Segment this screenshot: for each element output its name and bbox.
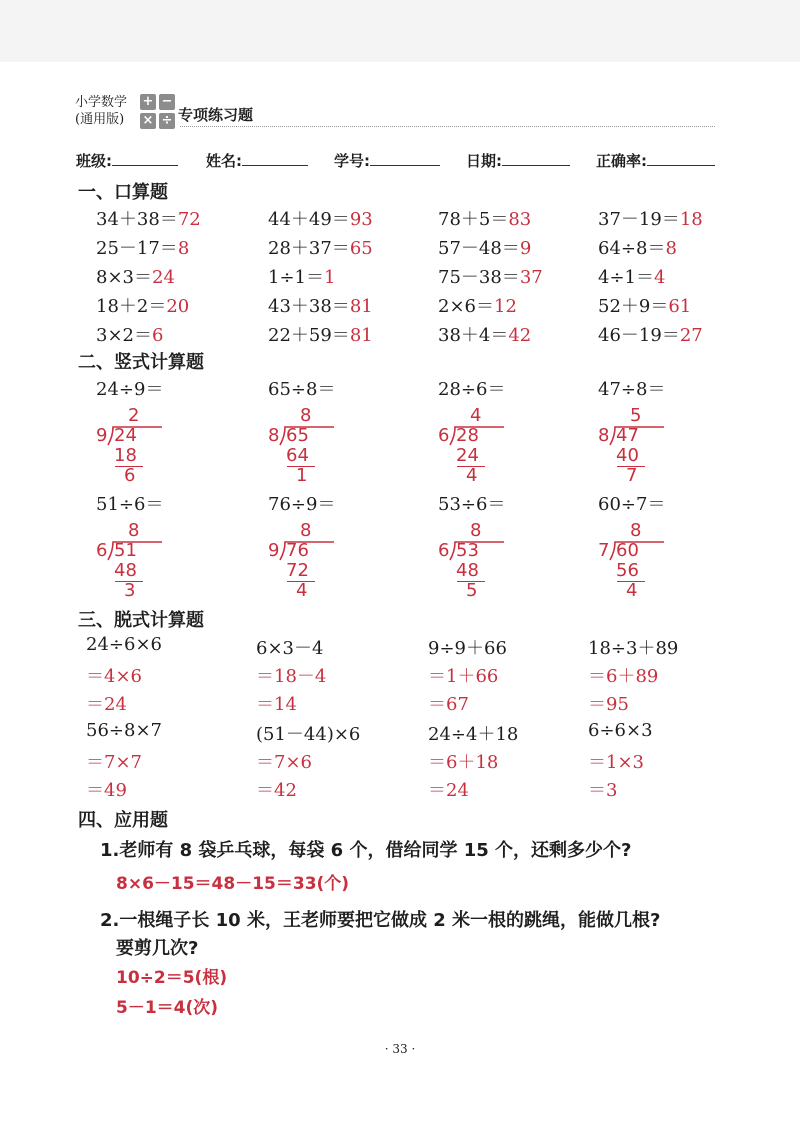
step-2: ＝95 bbox=[588, 694, 629, 715]
step-2: ＝42 bbox=[256, 780, 297, 801]
oral-problem bbox=[598, 263, 665, 289]
division-question: 60÷7＝ bbox=[598, 494, 666, 515]
oral-answer: 12 bbox=[494, 296, 517, 317]
divisor: 6 bbox=[96, 540, 108, 561]
step-2: ＝14 bbox=[256, 694, 297, 715]
remainder: 3 bbox=[124, 580, 136, 601]
long-division bbox=[598, 405, 698, 486]
oral-problem bbox=[96, 321, 163, 347]
step-expression: 24÷6×6 bbox=[86, 634, 162, 655]
oral-problem bbox=[268, 292, 373, 318]
series-title: 专项练习题 bbox=[178, 106, 254, 124]
product: 64 bbox=[286, 445, 309, 466]
step-1: ＝1＋66 bbox=[428, 666, 499, 687]
oral-question: 52＋9＝ bbox=[598, 296, 669, 317]
step-2: ＝24 bbox=[428, 780, 469, 801]
divisor: 9 bbox=[96, 425, 108, 446]
header-rule bbox=[180, 126, 715, 127]
remainder: 6 bbox=[124, 465, 136, 486]
dividend: 60 bbox=[616, 540, 639, 561]
step-2: ＝3 bbox=[588, 780, 618, 801]
oral-answer: 65 bbox=[349, 238, 373, 259]
divisor: 8 bbox=[598, 425, 610, 446]
oral-question: 38＋4＝ bbox=[438, 325, 509, 346]
long-division bbox=[438, 520, 538, 601]
step-expression: 56÷8×7 bbox=[86, 720, 162, 741]
oral-question: 28＋37＝ bbox=[268, 238, 350, 259]
long-division bbox=[438, 405, 538, 486]
step-2: ＝67 bbox=[428, 694, 469, 715]
step-2: ＝24 bbox=[86, 694, 127, 715]
oral-answer: 81 bbox=[349, 325, 373, 346]
oral-answer: 72 bbox=[177, 209, 201, 230]
dividend: 24 bbox=[114, 425, 137, 446]
remainder: 5 bbox=[466, 580, 478, 601]
oral-problem bbox=[438, 263, 543, 289]
quotient: 8 bbox=[470, 520, 482, 541]
name-field[interactable] bbox=[206, 150, 308, 171]
oral-question: 34＋38＝ bbox=[96, 209, 178, 230]
oral-question: 37－19＝ bbox=[598, 209, 680, 230]
long-division bbox=[96, 405, 196, 486]
section-word-title: 四、应用题 bbox=[78, 810, 168, 831]
oral-answer: 83 bbox=[508, 209, 532, 230]
top-band bbox=[0, 0, 800, 62]
oral-problem bbox=[598, 205, 703, 231]
oral-answer: 6 bbox=[152, 325, 164, 346]
oral-answer: 93 bbox=[349, 209, 373, 230]
oral-question: 43＋38＝ bbox=[268, 296, 350, 317]
long-division bbox=[598, 520, 698, 601]
oral-question: 75－38＝ bbox=[438, 267, 520, 288]
oral-answer: 8 bbox=[665, 238, 677, 259]
quotient: 2 bbox=[128, 405, 140, 426]
oral-problem bbox=[438, 321, 531, 347]
product: 48 bbox=[456, 560, 479, 581]
divisor: 8 bbox=[268, 425, 280, 446]
oral-problem bbox=[268, 205, 373, 231]
product: 40 bbox=[616, 445, 639, 466]
word-problem-2-line2: 要剪几次? bbox=[116, 938, 199, 959]
quotient: 5 bbox=[630, 405, 642, 426]
oral-answer: 24 bbox=[152, 267, 175, 288]
remainder: 4 bbox=[296, 580, 308, 601]
quotient: 8 bbox=[300, 405, 312, 426]
step-1: ＝7×7 bbox=[86, 752, 142, 773]
dividend: 53 bbox=[456, 540, 479, 561]
section-oral-title: 一、口算题 bbox=[78, 182, 168, 203]
oral-problem bbox=[96, 263, 175, 289]
oral-question: 3×2＝ bbox=[96, 325, 152, 346]
step-expression: (51－44)×6 bbox=[256, 724, 361, 745]
quotient: 8 bbox=[300, 520, 312, 541]
dividend: 65 bbox=[286, 425, 309, 446]
remainder: 4 bbox=[626, 580, 638, 601]
divisor: 7 bbox=[598, 540, 610, 561]
class-label: 班级: bbox=[76, 152, 112, 170]
oral-question: 44＋49＝ bbox=[268, 209, 350, 230]
oral-problem bbox=[598, 292, 691, 318]
times-icon: × bbox=[140, 113, 156, 129]
student-id-label: 学号: bbox=[334, 152, 370, 170]
quotient: 8 bbox=[630, 520, 642, 541]
long-division bbox=[268, 405, 368, 486]
remainder: 7 bbox=[626, 465, 638, 486]
divisor: 6 bbox=[438, 540, 450, 561]
product: 48 bbox=[114, 560, 137, 581]
division-question: 51÷6＝ bbox=[96, 494, 164, 515]
step-1: ＝6＋18 bbox=[428, 752, 499, 773]
oral-problem bbox=[438, 205, 531, 231]
word-problem-1: 1.老师有 8 袋乒乓球，每袋 6 个，借给同学 15 个，还剩多少个? bbox=[100, 840, 632, 861]
dividend: 76 bbox=[286, 540, 309, 561]
page-number: · 33 · bbox=[384, 1042, 416, 1056]
accuracy-label: 正确率: bbox=[596, 152, 647, 170]
oral-question: 57－48＝ bbox=[438, 238, 520, 259]
oral-problem bbox=[96, 205, 201, 231]
oral-problem bbox=[96, 234, 189, 260]
remainder: 1 bbox=[296, 465, 308, 486]
oral-problem bbox=[268, 263, 335, 289]
word-answer-1: 8×6－15＝48－15＝33(个) bbox=[116, 874, 350, 894]
division-question: 47÷8＝ bbox=[598, 379, 666, 400]
division-question: 24÷9＝ bbox=[96, 379, 164, 400]
step-expression: 6÷6×3 bbox=[588, 720, 653, 741]
division-question: 28÷6＝ bbox=[438, 379, 506, 400]
step-expression: 6×3－4 bbox=[256, 638, 324, 659]
step-1: ＝6＋89 bbox=[588, 666, 659, 687]
dividend: 47 bbox=[616, 425, 639, 446]
oral-problem bbox=[598, 234, 677, 260]
oral-question: 46－19＝ bbox=[598, 325, 680, 346]
oral-answer: 9 bbox=[519, 238, 532, 259]
word-problem-2: 2.一根绳子长 10 米，王老师要把它做成 2 米一根的跳绳，能做几根? bbox=[100, 910, 661, 931]
date-label: 日期: bbox=[466, 152, 502, 170]
section-stepwise-title: 三、脱式计算题 bbox=[78, 610, 204, 631]
quotient: 4 bbox=[470, 405, 482, 426]
step-1: ＝1×3 bbox=[588, 752, 644, 773]
oral-answer: 20 bbox=[166, 296, 190, 317]
oral-question: 25－17＝ bbox=[96, 238, 178, 259]
name-label: 姓名: bbox=[206, 152, 242, 170]
product: 18 bbox=[114, 445, 137, 466]
remainder: 4 bbox=[466, 465, 478, 486]
brand-line2: (通用版) bbox=[75, 112, 125, 127]
date-field[interactable] bbox=[466, 150, 570, 171]
step-2: ＝49 bbox=[86, 780, 127, 801]
oral-answer: 8 bbox=[177, 238, 190, 259]
oral-question: 2×6＝ bbox=[438, 296, 494, 317]
step-1: ＝4×6 bbox=[86, 666, 142, 687]
divisor: 9 bbox=[268, 540, 280, 561]
oral-problem bbox=[268, 234, 373, 260]
dividend: 28 bbox=[456, 425, 479, 446]
book-brand bbox=[75, 94, 127, 128]
word-answer-2b: 5－1＝4(次) bbox=[116, 998, 219, 1018]
oral-problem bbox=[438, 292, 517, 318]
oral-problem bbox=[268, 321, 373, 347]
oral-question: 8×3＝ bbox=[96, 267, 152, 288]
divide-icon: ÷ bbox=[159, 113, 175, 129]
plus-icon: + bbox=[140, 94, 156, 110]
long-division bbox=[96, 520, 196, 601]
oral-answer: 27 bbox=[679, 325, 703, 346]
oral-answer: 18 bbox=[679, 209, 703, 230]
student-id-field[interactable] bbox=[334, 150, 440, 171]
division-question: 53÷6＝ bbox=[438, 494, 506, 515]
step-expression: 18÷3＋89 bbox=[588, 638, 679, 659]
long-division bbox=[268, 520, 368, 601]
operator-icon bbox=[140, 94, 176, 130]
oral-question: 64÷8＝ bbox=[598, 238, 666, 259]
oral-question: 4÷1＝ bbox=[598, 267, 654, 288]
minus-icon: − bbox=[159, 94, 175, 110]
product: 56 bbox=[616, 560, 639, 581]
oral-question: 1÷1＝ bbox=[268, 267, 324, 288]
dividend: 51 bbox=[114, 540, 137, 561]
quotient: 8 bbox=[128, 520, 140, 541]
oral-answer: 37 bbox=[519, 267, 543, 288]
section-vertical-title: 二、竖式计算题 bbox=[78, 352, 204, 373]
product: 24 bbox=[456, 445, 479, 466]
step-1: ＝18－4 bbox=[256, 666, 327, 687]
oral-question: 78＋5＝ bbox=[438, 209, 509, 230]
oral-question: 22＋59＝ bbox=[268, 325, 350, 346]
oral-answer: 4 bbox=[654, 267, 666, 288]
division-question: 76÷9＝ bbox=[268, 494, 336, 515]
divisor: 6 bbox=[438, 425, 450, 446]
class-field[interactable] bbox=[76, 150, 178, 171]
step-expression: 9÷9＋66 bbox=[428, 638, 507, 659]
step-expression: 24÷4＋18 bbox=[428, 724, 519, 745]
oral-problem bbox=[96, 292, 189, 318]
oral-answer: 1 bbox=[324, 267, 336, 288]
product: 72 bbox=[286, 560, 309, 581]
division-question: 65÷8＝ bbox=[268, 379, 336, 400]
accuracy-field[interactable] bbox=[596, 150, 715, 171]
step-1: ＝7×6 bbox=[256, 752, 312, 773]
oral-problem bbox=[598, 321, 703, 347]
word-answer-2a: 10÷2＝5(根) bbox=[116, 968, 228, 988]
oral-answer: 42 bbox=[508, 325, 532, 346]
oral-answer: 81 bbox=[349, 296, 373, 317]
oral-answer: 61 bbox=[668, 296, 692, 317]
oral-question: 18＋2＝ bbox=[96, 296, 167, 317]
brand-line1: 小学数学 bbox=[75, 95, 128, 110]
oral-problem bbox=[438, 234, 531, 260]
